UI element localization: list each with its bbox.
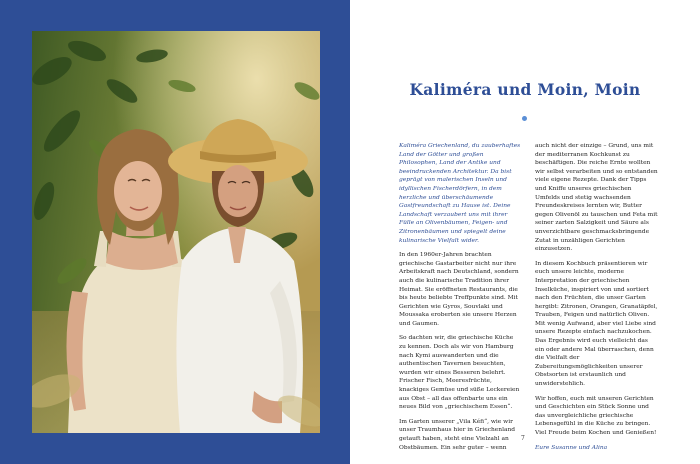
body-paragraph: So dachten wir, die griechische Küche zu kennen. Doch als wir von Hamburg nach Kymi auswanderten und die authentischen Tavernen besuchten, wurden wir eines Besseren belehrt. Frischer Fisch, Meeresfrüchte, knackiges Gemüse und süße Leckereien aus Obst – all das offenbarte uns ein neues Bild von „griechischem Essen“.	[399, 335, 520, 411]
body-paragraph: Wir hoffen, euch mit unseren Gerichten und Geschichten ein Stück Sonne und das unvergleichliche griechische Lebensgefühl in die Küche zu bringen. Viel Freude beim Kochen und Genießen!	[535, 395, 657, 436]
page-number: 7	[521, 435, 525, 442]
portrait-photo	[32, 31, 320, 433]
text-column-left	[399, 142, 522, 458]
body-paragraph: In diesem Kochbuch präsentieren wir euch unsere leichte, moderne Interpretation der griechischen Inselküche, inspiriert von und sortiert nach den Früchten, die unser Garten hergibt: Zitronen, Orangen, Granatäpfel, Trauben, Feigen und natürlich Oliven. Mit wenig Aufwand, aber viel Liebe sind unsere Rezepte einfach nachzukochen. Das Ergebnis wird euch vielleicht das ein oder andere Mal überraschen, denn die Vielfalt der Zubereitungsmöglichkeiten unserer Obstsorten ist erstaunlich und unwiderstehlich.	[535, 260, 658, 388]
right-page	[350, 0, 700, 464]
body-paragraph: In den 1960er-Jahren brachten griechische Gastarbeiter nicht nur ihre Arbeitskraft nach Deutschland, sondern auch die kulinarische Tradition ihrer Heimat. Sie eröffneten Restaurants, die bis heute beliebte Treffpunkte sind. Mit Gerichten wie Gyros, Souvlaki und Moussaka eroberten sie unsere Herzen und Gaumen.	[399, 252, 519, 327]
intro-paragraph: Kaliméra Griechenland, du zauberhaftes Land der Götter und großen Philosophen, Land der Antike und beeindruckenden Architektur. Da bist geprägt von malerischen Inseln und idyllischen Fischerdörfern, in dem herzliche und überschäumende Gastfreundschaft zu Hause ist. Deine Landschaft verzaubert uns mit ihrer Fülle an Olivenbäumen, Feigen- und Zitronenbäumen und spiegelt deine kulinarische Vielfalt wider.	[399, 143, 521, 244]
decorative-dot	[522, 116, 527, 121]
body-paragraph: Im Garten unserer „Vila Kéfi“, wie wir unser Traumhaus hier in Griechenland getauft haben, steht eine Vielzahl an Obstbäumen. Ein sehr guter – wenn	[399, 418, 516, 451]
body-paragraph: auch nicht der einzige – Grund, uns mit der mediterranen Kochkunst zu beschäftigen. Die reiche Ernte wollten wir selbst verarbeiten und so entstanden viele eigene Rezepte. Dank der Tipps und Kniffe unseres griechischen Umfelds und stetig wachsenden Freundeskreises lernten wir, Butter gegen Olivenöl zu tauschen und Feta mit seiner zarten Salzigkeit und Säure als unverzichtbare geschmacksbringende Zutat in unzähligen Gerichten einzusetzen.	[535, 143, 658, 253]
signature: Eure Susanne und Alina	[535, 444, 608, 451]
page-title: Kaliméra und Moin, Moin	[409, 80, 641, 99]
text-column-right	[535, 142, 658, 458]
